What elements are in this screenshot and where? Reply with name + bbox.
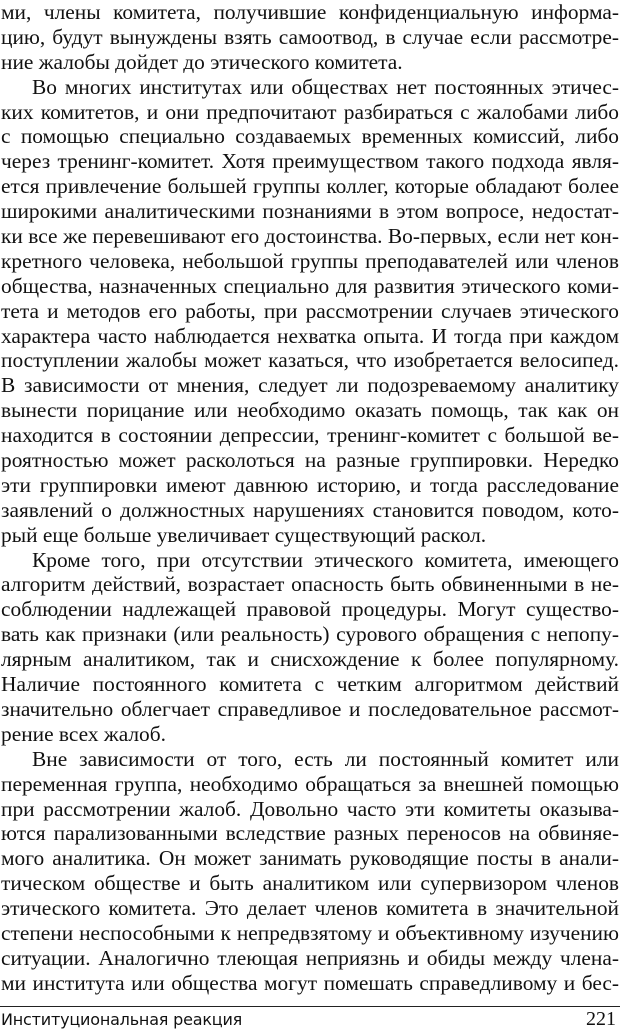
- text-line: Кроме того, при отсутствии этического комитета, имеющего: [32, 547, 619, 572]
- text-line: с помощью специально создаваемых временных комиссий, либо: [1, 124, 619, 149]
- paragraph: [1, 0, 619, 75]
- text-line: рение всех жалоб.: [1, 721, 166, 746]
- text-line: значительно облегчает справедливое и последовательное рассмот-: [1, 696, 619, 721]
- text-line: Наличие постоянного комитета с четким алгоритмом действий: [1, 672, 619, 697]
- text-line: ситуации. Аналогично тлеющая неприязнь и обиды между члена-: [1, 945, 619, 970]
- text-line: переменная группа, необходимо обращаться за внешней помощью: [1, 771, 619, 796]
- text-line: кретного человека, небольшой группы преподавателей или членов: [1, 248, 619, 273]
- page-number: 221: [586, 1008, 616, 1030]
- paragraph: [1, 747, 619, 996]
- text-line: общества, назначенных специально для развития этического коми-: [1, 273, 619, 298]
- text-line: В зависимости от мнения, следует ли подозреваемому аналитику: [1, 373, 619, 398]
- text-line: широкими аналитическими познаниями в этом вопросе, недостат-: [1, 199, 619, 224]
- text-line: ми института или общества могут помешать справедливому и бес-: [1, 970, 619, 995]
- text-line: ми, члены комитета, получившие конфиденциальную информа-: [1, 0, 619, 24]
- text-line: Во многих институтах или обществах нет постоянных этичес-: [32, 74, 619, 99]
- text-line: при рассмотрении жалоб. Довольно часто эти комитеты оказыва-: [1, 796, 619, 821]
- text-line: цию, будут вынуждены взять самоотвод, в случае если рассмотре-: [1, 24, 619, 49]
- text-line: находится в состоянии депрессии, тренинг-комитет с большой ве-: [1, 423, 619, 448]
- running-title: Институциональная реакция: [1, 1010, 243, 1029]
- text-line: ние жалобы дойдет до этического комитета.: [1, 49, 403, 74]
- text-line: степени неспособными к непредвзятому и объективному изучению: [1, 920, 619, 945]
- text-line: заявлений о должностных нарушениях становится поводом, кото-: [1, 497, 619, 522]
- text-line: Вне зависимости от того, есть ли постоянный комитет или: [32, 746, 619, 771]
- text-line: ется привлечение большей группы коллег, которые обладают более: [1, 174, 619, 199]
- main-text: [1, 0, 619, 996]
- text-line: поступлении жалобы может казаться, что изобретается велосипед.: [1, 348, 619, 373]
- paragraph: [1, 75, 619, 548]
- text-line: вать как признаки (или реальность) сурового обращения с непопу-: [1, 622, 619, 647]
- paragraph: [1, 548, 619, 747]
- text-line: мого аналитика. Он может занимать руководящие посты в анали-: [1, 846, 619, 871]
- text-line: ки все же перевешивают его достоинства. Во-первых, если нет кон-: [1, 224, 619, 249]
- text-line: лярным аналитиком, так и снисхождение к более популярному.: [1, 647, 619, 672]
- text-line: через тренинг-комитет. Хотя преимуществом такого подхода явля-: [1, 149, 619, 174]
- text-line: алгоритм действий, возрастает опасность быть обвиненными в не-: [1, 572, 619, 597]
- text-line: вынести порицание или необходимо оказать помощь, так как он: [1, 398, 619, 423]
- text-line: тическом обществе и быть аналитиком или супервизором членов: [1, 871, 619, 896]
- text-line: ких комитетов, и они предпочитают разбираться с жалобами либо: [1, 99, 619, 124]
- text-line: тета и методов его работы, при рассмотрении случаев этического: [1, 298, 619, 323]
- text-line: роятностью может расколоться на разные группировки. Нередко: [1, 448, 619, 473]
- text-line: характера часто наблюдается нехватка опыта. И тогда при каждом: [1, 323, 619, 348]
- text-line: этического комитета. Это делает членов комитета в значительной: [1, 896, 619, 921]
- text-line: ются парализованными вследствие разных переносов на обвиняе-: [1, 821, 619, 846]
- page-footer: [0, 1000, 620, 1031]
- footer-rule: [0, 1006, 620, 1007]
- text-line: эти группировки имеют давнюю историю, и тогда расследование: [1, 472, 619, 497]
- text-line: соблюдении надлежащей правовой процедуры. Могут существо-: [1, 597, 619, 622]
- text-line: рый еще больше увеличивает существующий раскол.: [1, 522, 487, 547]
